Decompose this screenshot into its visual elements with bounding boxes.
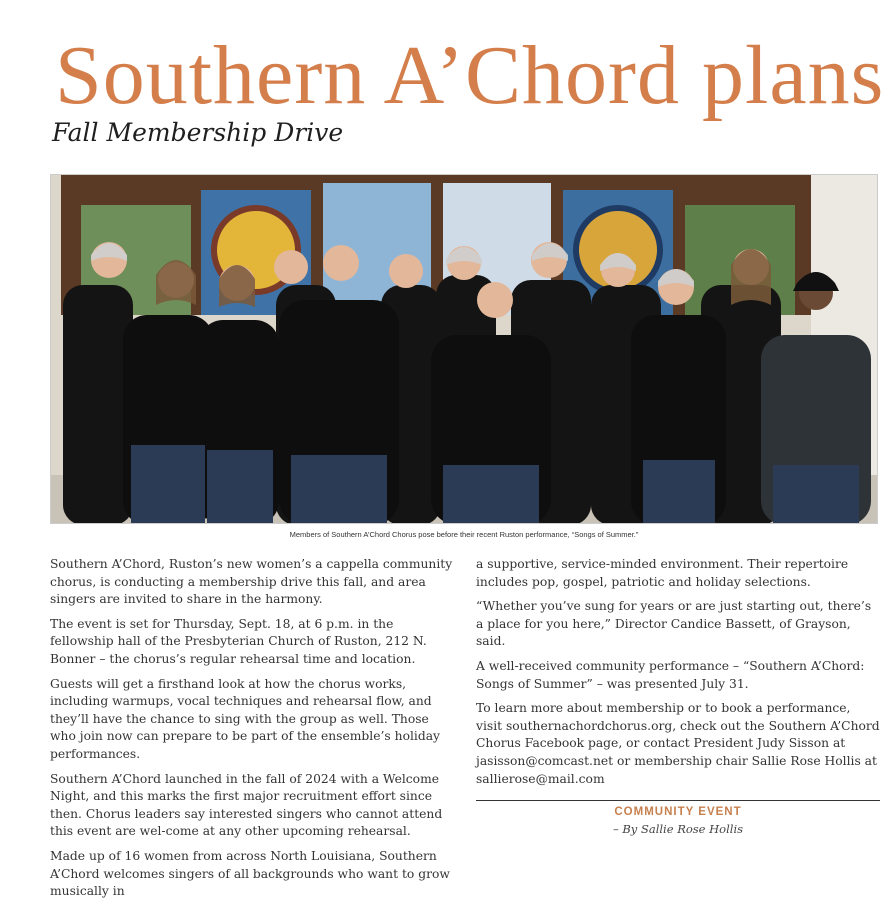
paragraph: Southern A’Chord, Ruston’s new women’s a cappella community chorus, is conducting a membership drive this fall, and area singers are invited to share in the harmony.	[50, 557, 453, 607]
paragraph: To learn more about membership or to book a performance, visit southernachordchorus.org, check out the Southern A’Chord Chorus Facebook page, or contact President Judy Sisson at jasisson@comcast.net or membership chair Sallie Rose Hollis at sallierose@mail.com	[476, 701, 880, 786]
photo-illustration	[51, 175, 878, 524]
paragraph: “Whether you’ve sung for years or are just starting out, there’s a place for you here,” Director Candice Bassett, of Grayson, said.	[476, 599, 872, 649]
paragraph: Southern A’Chord launched in the fall of 2024 with a Welcome Night, and this marks the first major recruitment effort since then. Chorus leaders say interested singers who cannot attend this event are wel-come at any other upcoming rehearsal.	[50, 771, 443, 839]
photo-caption: Members of Southern A’Chord Chorus pose before their recent Ruston performance, “Songs of Summer.”	[289, 530, 639, 539]
article-column-left	[50, 556, 455, 908]
paragraph: Guests will get a firsthand look at how the chorus works, including warmups, vocal techniques and rehearsal flow, and they’ll have the chance to sing with the group as well. Those who join now can prepare to be part of the ensemble’s holiday performances.	[50, 676, 440, 761]
paragraph: Made up of 16 women from across North Louisiana, Southern A’Chord welcomes singers of all backgrounds who want to grow musically in	[50, 848, 450, 899]
article-column-right	[476, 556, 880, 795]
headline: Southern A’Chord plans	[55, 29, 885, 122]
paragraph: a supportive, service-minded environment. Their repertoire includes pop, gospel, patriotic and holiday selections.	[476, 557, 849, 589]
paragraph: A well-received community performance – “Southern A’Chord: Songs of Summer” – was presented July 31.	[476, 658, 865, 691]
section-tag: COMMUNITY EVENT	[614, 806, 742, 818]
section-divider	[476, 800, 880, 801]
subheadline: Fall Membership Drive	[52, 118, 344, 147]
chorus-group-photo	[50, 174, 878, 524]
paragraph: The event is set for Thursday, Sept. 18, at 6 p.m. in the fellowship hall of the Presbyterian Church of Ruston, 212 N. Bonner – the chorus’s regular rehearsal time and location.	[50, 616, 427, 666]
byline: – By Sallie Rose Hollis	[612, 822, 744, 836]
